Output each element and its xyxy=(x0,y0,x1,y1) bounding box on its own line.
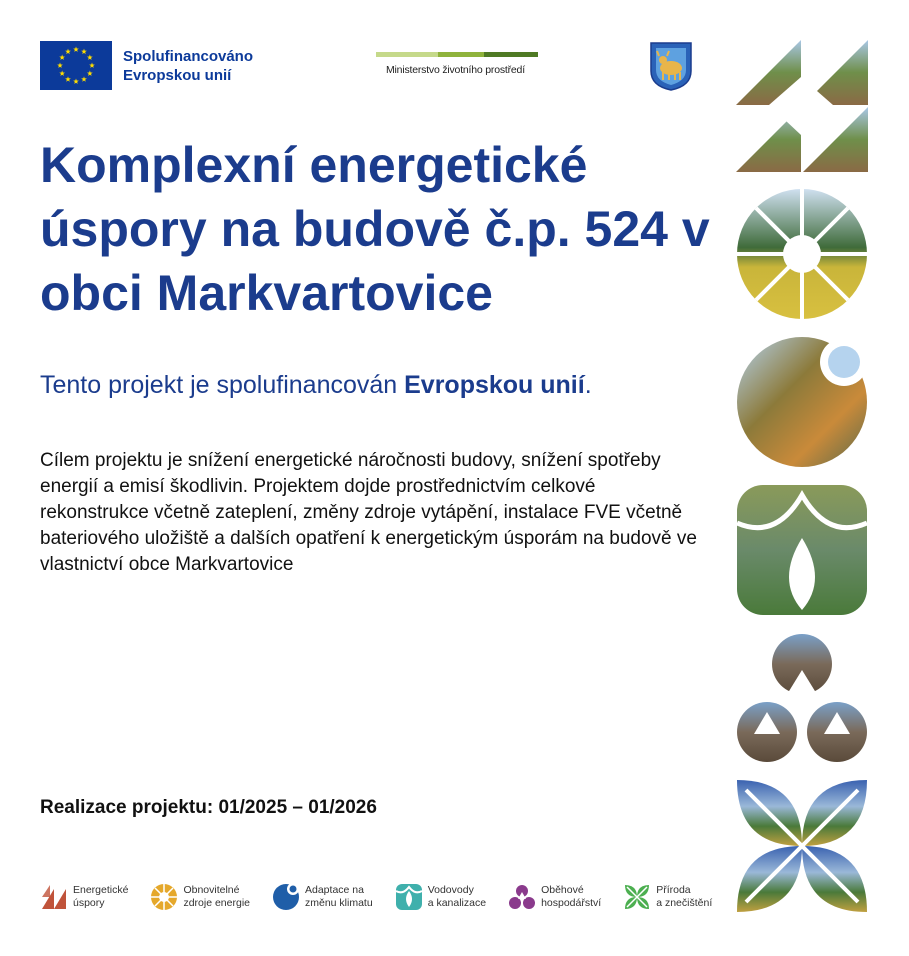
legend-item-circular xyxy=(508,883,601,911)
coat-of-arms-icon xyxy=(649,41,693,91)
legend-line1: Obnovitelné xyxy=(183,884,240,896)
eu-cofinanced-text xyxy=(123,47,253,85)
legend-label xyxy=(183,884,250,910)
legend-label xyxy=(305,884,373,910)
circular-photo-shape xyxy=(737,634,867,762)
decorative-photo-column xyxy=(736,40,868,915)
legend-label xyxy=(541,884,601,910)
subtitle-suffix: . xyxy=(584,371,592,399)
energy-photo-shape xyxy=(736,40,868,172)
subtitle-bold: Evropskou unií xyxy=(404,371,585,399)
legend-line2: a znečištění xyxy=(656,897,713,909)
water-icon xyxy=(395,883,423,911)
nature-icon xyxy=(623,883,651,911)
legend-line1: Energetické xyxy=(73,884,129,896)
project-description: Cílem projektu je snížení energetické náročnosti budovy, snížení spotřeby energií a emisí škodlivin. Projektem dojde prostřednictvím celkové rekonstrukce včetně zateplení, změny zdroje vytápění, instalace FVE včetně bateriového uložiště a dalších opatření k energetickým úsporám na budově ve vlastnictví obce Markvartovice xyxy=(40,450,697,575)
eu-star-icon xyxy=(65,49,71,54)
eu-star-icon xyxy=(73,47,79,52)
climate-photo-shape xyxy=(737,337,868,467)
legend-label xyxy=(73,884,128,910)
eu-line2: Evropskou unií xyxy=(123,66,232,84)
ministry-name: Ministerstvo životního prostředí xyxy=(386,64,525,76)
eu-star-icon xyxy=(65,76,71,81)
energy-savings-icon xyxy=(40,883,68,911)
eu-star-icon xyxy=(59,55,65,60)
eu-star-icon xyxy=(57,63,63,68)
legend-line1: Oběhové xyxy=(541,884,584,896)
circular-economy-icon xyxy=(508,883,536,911)
renewable-photo-shape xyxy=(737,189,867,319)
ministry-logo xyxy=(376,52,538,76)
nature-photo-shapes xyxy=(736,40,868,915)
eu-star-icon xyxy=(87,55,93,60)
nature-photo-shape xyxy=(737,780,867,912)
realization-period: Realizace projektu: 01/2025 – 01/2026 xyxy=(40,797,377,818)
eu-flag-icon xyxy=(40,41,112,90)
legend-line1: Příroda xyxy=(656,884,691,896)
legend-item-energy xyxy=(40,883,128,911)
subtitle xyxy=(40,371,592,400)
eu-star-icon xyxy=(81,76,87,81)
eu-star-icon xyxy=(59,71,65,76)
legend xyxy=(40,883,734,911)
eu-star-icon xyxy=(87,71,93,76)
eu-star-icon xyxy=(89,63,95,68)
legend-item-water xyxy=(395,883,486,911)
ministry-bars xyxy=(376,52,538,57)
legend-line1: Vodovody xyxy=(427,884,474,896)
legend-line1: Adaptace na xyxy=(305,884,364,896)
legend-line2: změnu klimatu xyxy=(305,897,373,909)
subtitle-prefix: Tento projekt je spolufinancován xyxy=(40,371,405,399)
eu-logo xyxy=(40,41,253,90)
legend-line2: zdroje energie xyxy=(183,897,250,909)
eu-line1: Spolufinancováno xyxy=(123,47,254,65)
renewable-energy-icon xyxy=(150,883,178,911)
page-title: Komplexní energetické úspory na budově č.p. 524 v obci Markvartovice xyxy=(40,137,710,321)
legend-label xyxy=(656,884,712,910)
legend-item-climate xyxy=(272,883,373,911)
legend-line2: a kanalizace xyxy=(427,897,487,909)
eu-star-icon xyxy=(73,79,79,84)
eu-star-icon xyxy=(81,49,87,54)
legend-line2: hospodářství xyxy=(541,897,602,909)
legend-item-renewable xyxy=(150,883,250,911)
climate-adaptation-icon xyxy=(272,883,300,911)
water-photo-shape xyxy=(737,485,867,615)
legend-item-nature xyxy=(623,883,712,911)
legend-label xyxy=(428,884,486,910)
legend-line2: úspory xyxy=(73,897,105,909)
